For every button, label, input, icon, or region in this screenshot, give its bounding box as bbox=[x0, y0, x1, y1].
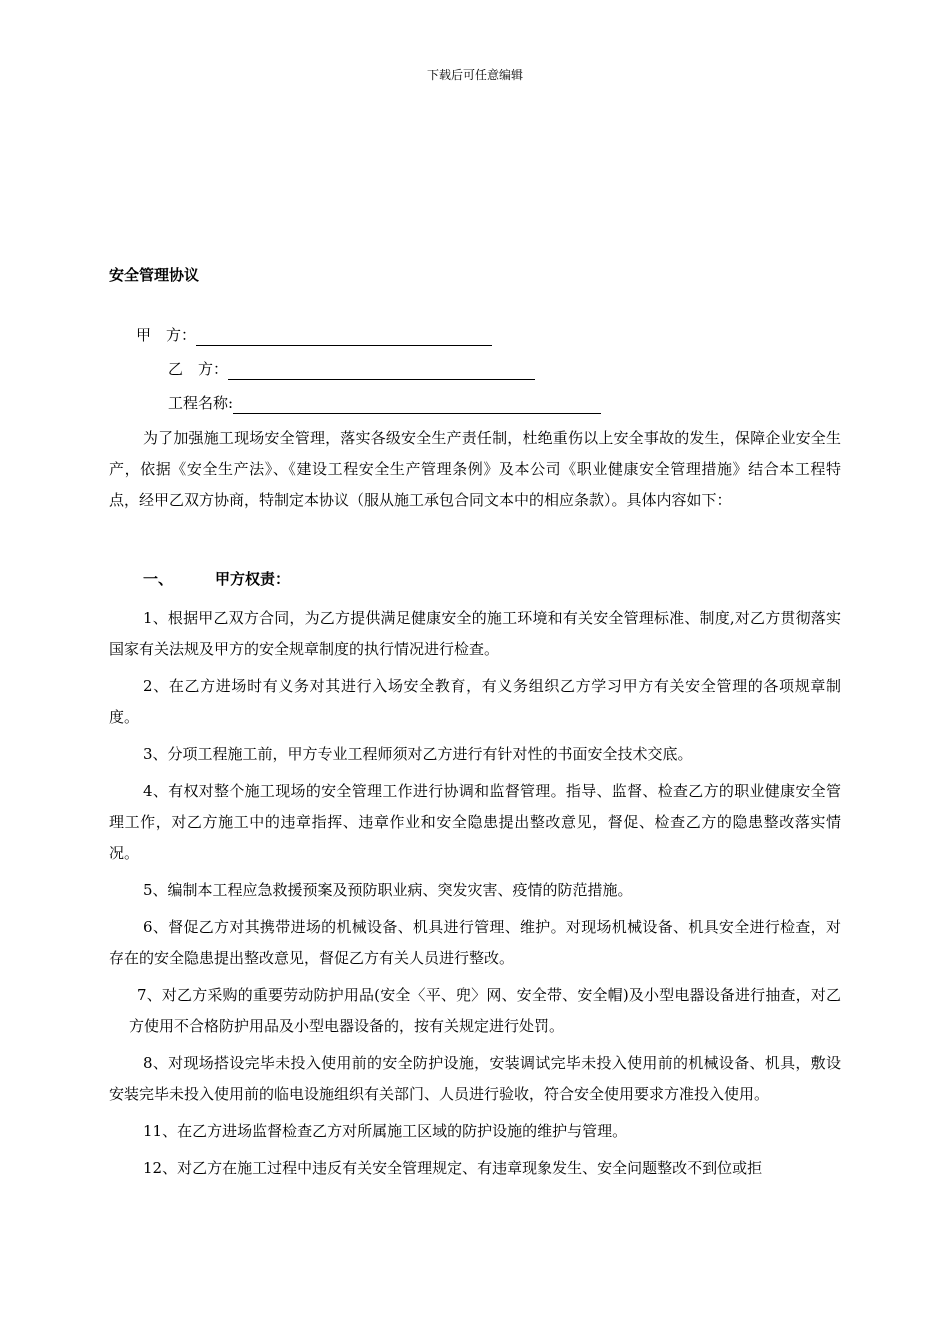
section-title: 甲方权责： bbox=[215, 570, 291, 588]
party-b-label: 乙 方： bbox=[168, 360, 229, 378]
project-name-label: 工程名称: bbox=[168, 394, 234, 412]
clause-item: 8、对现场搭设完毕未投入使用前的安全防护设施，安装调试完毕未投入使用前的机械设备、机具，敷设安装完毕未投入使用前的临电设施组织有关部门、人员进行验收，符合安全使用要求方准投入使用。 bbox=[109, 1054, 841, 1103]
document-title: 安全管理协议 bbox=[109, 266, 200, 284]
section-number: 一、 bbox=[143, 570, 174, 588]
intro-section bbox=[109, 423, 841, 516]
clause-item: 6、督促乙方对其携带进场的机械设备、机具进行管理、维护。对现场机械设备、机具安全进行检查，对存在的安全隐患提出整改意见，督促乙方有关人员进行整改。 bbox=[109, 918, 841, 967]
clause-item: 5、编制本工程应急救援预案及预防职业病、突发灾害、疫情的防范措施。 bbox=[143, 881, 633, 899]
clause-item: 12、对乙方在施工过程中违反有关安全管理规定、有违章现象发生、安全问题整改不到位或拒 bbox=[143, 1159, 763, 1177]
project-name-blank-line[interactable] bbox=[233, 395, 601, 414]
party-a-blank-line[interactable] bbox=[196, 327, 492, 346]
clause-item: 1、根据甲乙双方合同，为乙方提供满足健康安全的施工环境和有关安全管理标准、制度,对乙方贯彻落实国家有关法规及甲方的安全规章制度的执行情况进行检查。 bbox=[109, 609, 841, 658]
party-a-field bbox=[136, 324, 492, 346]
clause-item: 3、分项工程施工前，甲方专业工程师须对乙方进行有针对性的书面安全技术交底。 bbox=[143, 745, 693, 763]
party-b-blank-line[interactable] bbox=[228, 361, 535, 380]
party-a-label: 甲 方： bbox=[136, 326, 197, 344]
section-heading bbox=[143, 568, 290, 589]
clause-item: 7、对乙方采购的重要劳动防护用品(安全〈平、兜〉网、安全带、安全帽)及小型电器设备进行抽查，对乙方使用不合格防护用品及小型电器设备的，按有关规定进行处罚。 bbox=[129, 986, 841, 1035]
clause-list bbox=[109, 603, 841, 1190]
clause-item: 11、在乙方进场监督检查乙方对所属施工区域的防护设施的维护与管理。 bbox=[143, 1122, 628, 1140]
clause-item: 2、在乙方进场时有义务对其进行入场安全教育，有义务组织乙方学习甲方有关安全管理的各项规章制度。 bbox=[109, 677, 841, 726]
intro-paragraph: 为了加强施工现场安全管理，落实各级安全生产责任制，杜绝重伤以上安全事故的发生，保障企业安全生产，依据《安全生产法》、《建设工程安全生产管理条例》及本公司《职业健康安全管理措施》结合本工程特点，经甲乙双方协商，特制定本协议（服从施工承包合同文本中的相应条款）。具体内容如下： bbox=[109, 429, 841, 509]
header-note: 下载后可任意编辑 bbox=[426, 68, 523, 82]
clause-item: 4、有权对整个施工现场的安全管理工作进行协调和监督管理。指导、监督、检查乙方的职业健康安全管理工作，对乙方施工中的违章指挥、违章作业和安全隐患提出整改意见，督促、检查乙方的隐患整改落实情况。 bbox=[109, 782, 841, 862]
project-name-field bbox=[168, 392, 601, 414]
party-b-field bbox=[168, 358, 535, 380]
